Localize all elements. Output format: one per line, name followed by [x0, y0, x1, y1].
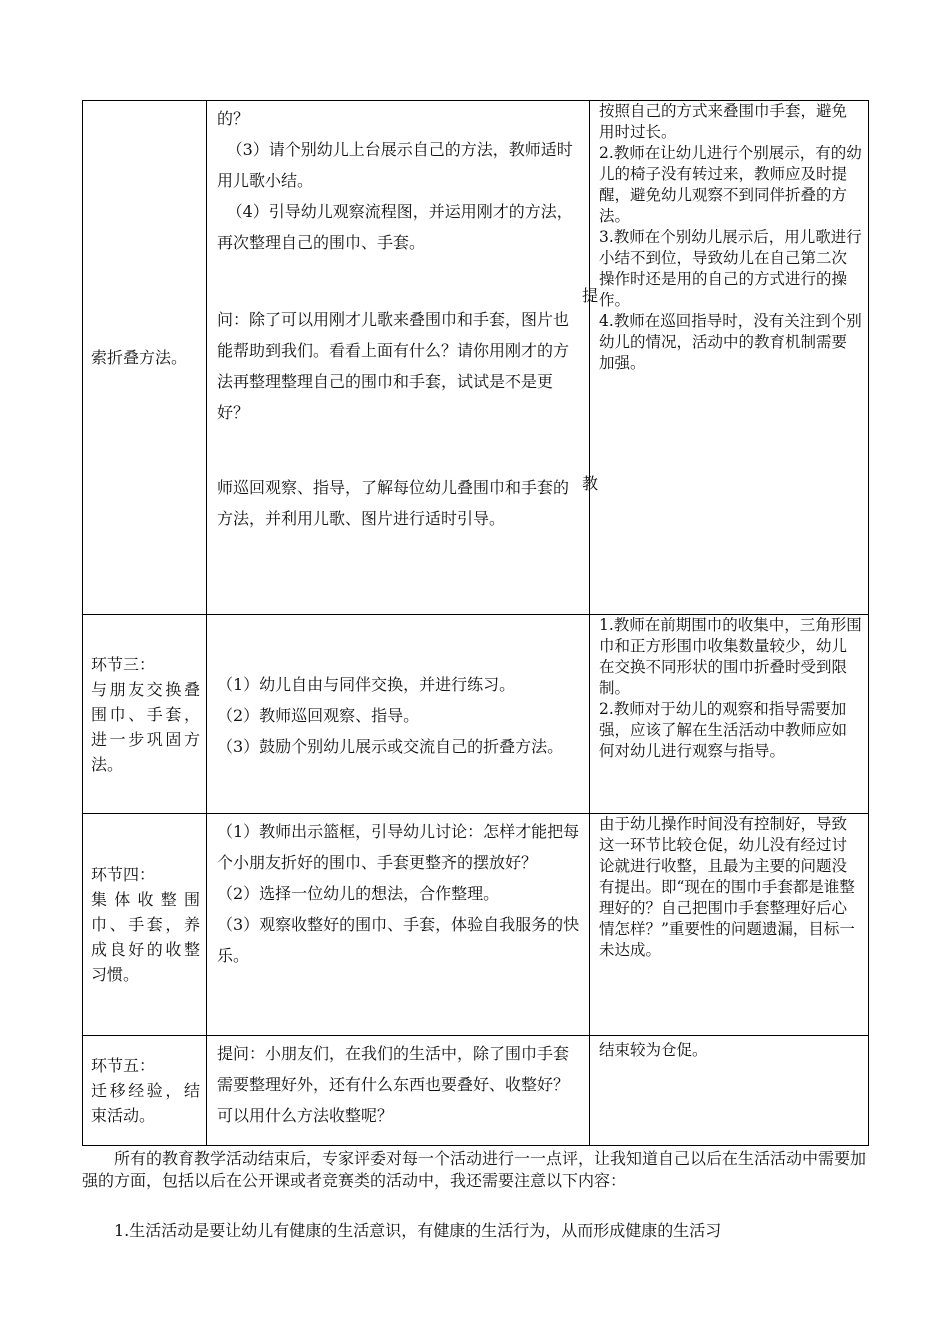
process-line: （2）选择一位幼儿的想法，合作整理。: [217, 884, 500, 903]
process-cell: [207, 101, 590, 615]
stage-cell: [83, 101, 207, 615]
reflection-cell: [590, 1036, 869, 1146]
reflection-cell: [590, 101, 869, 615]
stage-text: 集体收整围巾、手套，养成良好的收整习惯。: [91, 890, 200, 984]
reflection-text: 1.教师在前期围巾的收集中，三角形围巾和正方形围巾收集数量较少，幼儿在交换不同形状的围巾折叠时受到限制。: [599, 616, 862, 697]
reflection-text: 4.教师在巡回指导时，没有关注到个别幼儿的情况，活动中的教育机制需要加强。: [599, 312, 862, 372]
table-row: [83, 814, 869, 1036]
stage-text: 与朋友交换叠围巾、手套，进一步巩固方法。: [91, 679, 200, 774]
process-line: （3）鼓励个别幼儿展示或交流自己的折叠方法。: [217, 736, 564, 756]
activity-table: [82, 100, 869, 1146]
process-cell: [207, 1036, 590, 1146]
reflection-cell: [590, 814, 869, 1036]
stage-title: 环节五：: [91, 1056, 156, 1075]
body-paragraph: 所有的教育教学活动结束后，专家评委对每一个活动进行一一点评，让我知道自己以后在生活活动中需要加强的方面，包括以后在公开课或者竞赛类的活动中，我还需要注意以下内容：: [82, 1149, 867, 1190]
process-line: （1）幼儿自由与同伴交换，并进行练习。: [217, 674, 516, 694]
reflection-text: 由于幼儿操作时间没有控制好，导致这一环节比较仓促，幼儿没有经过讨论就进行收整，且最为主要的问题没有提出。即“现在的围巾手套都是谁整理好的？自己把围巾手套整理好后心情怎样？”重要性的问题遗漏，目标一未达成。: [599, 815, 855, 959]
floating-char: 提: [582, 286, 599, 305]
process-line: 问：除了可以用刚才儿歌来叠围巾和手套，图片也能帮助到我们。看看上面有什么？请你用刚才的方法再整理整理自己的围巾和手套，试试是不是更好？: [217, 310, 570, 422]
table-row: [83, 101, 869, 615]
reflection-text: 按照自己的方式来叠围巾手套，避免用时过长。: [599, 102, 848, 141]
stage-text: 迁移经验，结束活动。: [91, 1081, 200, 1125]
spacer: [217, 258, 581, 304]
process-cell: [207, 615, 590, 814]
stage-title: 环节四：: [91, 865, 156, 884]
stage-cell: [83, 814, 207, 1036]
spacer: [217, 428, 581, 472]
process-line: （1）教师出示篮框，引导幼儿讨论：怎样才能把每个小朋友折好的围巾、手套更整齐的摆放好？: [217, 822, 580, 872]
stage-cell: [83, 615, 207, 814]
table-row: [83, 1036, 869, 1146]
reflection-text: 结束较为仓促。: [599, 1041, 708, 1059]
reflection-text: 3.教师在个别幼儿展示后，用儿歌进行小结不到位，导致幼儿在自己第二次操作时还是用的自己的方式进行的操作。: [599, 228, 862, 309]
process-line: （4）引导幼儿观察流程图，并运用刚才的方法，再次整理自己的围巾、手套。: [217, 202, 573, 252]
floating-char: 教: [582, 474, 599, 493]
stage-cell: [83, 1036, 207, 1146]
process-line: （2）教师巡回观察、指导。: [217, 705, 420, 725]
stage-text: 索折叠方法。: [91, 348, 188, 367]
process-line: （3）请个别幼儿上台展示自己的方法，教师适时用儿歌小结。: [217, 140, 573, 190]
reflection-text: 2.教师在让幼儿进行个别展示，有的幼儿的椅子没有转过来，教师应及时提醒，避免幼儿观察不到同伴折叠的方法。: [599, 144, 862, 225]
process-line: 师巡回观察、指导，了解每位幼儿叠围巾和手套的方法，并利用儿歌、图片进行适时引导。: [217, 478, 570, 528]
process-line: 的？: [217, 109, 250, 128]
process-line: （3）观察收整好的围巾、手套，体验自我服务的快乐。: [217, 915, 580, 965]
reflection-cell: [590, 615, 869, 814]
reflection-text: 2.教师对于幼儿的观察和指导需要加强，应该了解在生活活动中教师应如何对幼儿进行观察与指导。: [599, 700, 848, 760]
stage-title: 环节三：: [91, 654, 156, 674]
body-paragraph: 1.生活活动是要让幼儿有健康的生活意识，有健康的生活行为，从而形成健康的生活习: [114, 1221, 722, 1240]
process-line: 提问：小朋友们，在我们的生活中，除了围巾手套需要整理好外，还有什么东西也要叠好、收整好？可以用什么方法收整呢？: [217, 1044, 570, 1125]
process-cell: [207, 814, 590, 1036]
table-row: [83, 615, 869, 814]
